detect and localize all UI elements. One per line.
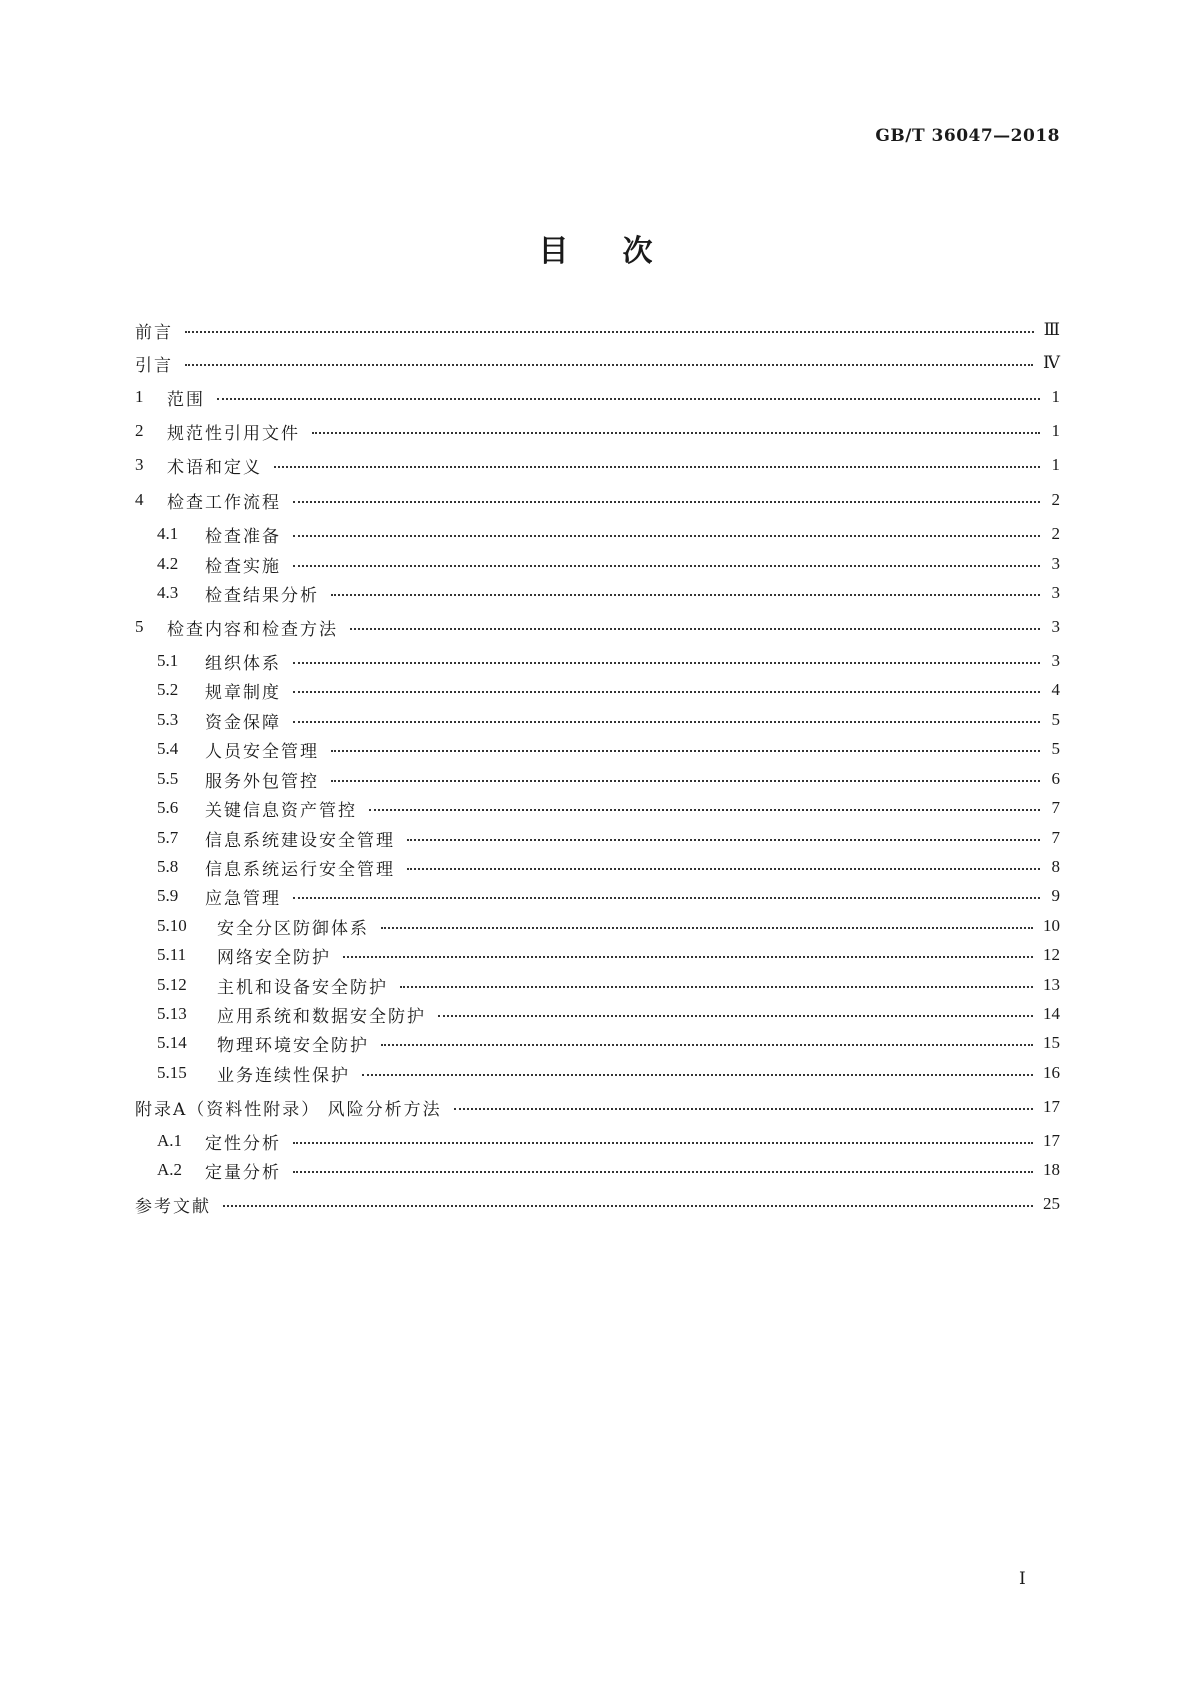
toc-number: 4.3 [157,583,179,602]
dot-leader [293,662,1040,664]
toc-label: 信息系统建设安全管理 [205,830,395,851]
toc-label: 人员安全管理 [205,741,319,762]
toc-page: 17 [1043,1131,1060,1150]
toc-page: Ⅲ [1043,320,1060,339]
toc-page: 3 [1051,583,1060,602]
toc-page: 10 [1043,916,1060,935]
toc-label: 组织体系 [205,653,281,674]
dot-leader [223,1205,1033,1207]
dot-leader [362,1074,1033,1076]
dot-leader [331,594,1040,596]
toc-number: 5.6 [157,798,179,817]
toc-entry-5-13[interactable] [157,1001,1060,1027]
dot-leader [293,1171,1033,1173]
dot-leader [293,1142,1033,1144]
dot-leader [293,565,1040,567]
toc-page: 17 [1043,1097,1060,1116]
toc-label: 检查准备 [205,526,281,547]
toc-entry-5-11[interactable] [157,942,1060,968]
toc-page: 5 [1051,739,1060,758]
dot-leader [381,1044,1033,1046]
dot-leader [293,897,1040,899]
standard-code: GB/T 36047—2018 [875,126,1060,146]
toc-number: 5.13 [157,1004,187,1023]
toc-entry-5-2[interactable] [157,677,1060,703]
toc-entry-5-10[interactable] [157,913,1060,939]
toc-page: 3 [1051,651,1060,670]
toc-label: 前言 [135,322,173,343]
dot-leader [369,809,1040,811]
toc-entry-5-4[interactable] [157,736,1060,762]
toc-number: 5.1 [157,651,179,670]
toc-page: 7 [1051,828,1060,847]
toc-entry-5-15[interactable] [157,1060,1060,1086]
dot-leader [454,1108,1033,1110]
toc-number: 5.7 [157,828,179,847]
toc-number: 5.8 [157,857,179,876]
toc-label: 定性分析 [205,1133,281,1154]
toc-entry-annex-a[interactable] [135,1094,1060,1120]
toc-entry-4-1[interactable] [157,521,1060,547]
toc-page: 2 [1051,490,1060,509]
toc-label: 关键信息资产管控 [205,800,357,821]
toc-number: 5.15 [157,1063,187,1082]
toc-label: 物理环境安全防护 [217,1035,369,1056]
toc-entry-introduction[interactable] [135,350,1060,376]
toc-label: 应用系统和数据安全防护 [217,1006,426,1027]
toc-page: 3 [1051,617,1060,636]
toc-entry-a-1[interactable] [157,1128,1060,1154]
dot-leader [438,1015,1033,1017]
toc-page: 7 [1051,798,1060,817]
dot-leader [293,501,1040,503]
toc-entry-5-12[interactable] [157,972,1060,998]
toc-label: 检查工作流程 [167,492,281,513]
toc-number: 5.3 [157,710,179,729]
dot-leader [293,535,1040,537]
toc-entry-4[interactable] [135,487,1060,513]
toc-page: 9 [1051,886,1060,905]
toc-number: 4.1 [157,524,179,543]
dot-leader [293,691,1040,693]
toc-label: 安全分区防御体系 [217,918,369,939]
toc-entry-a-2[interactable] [157,1157,1060,1183]
dot-leader [331,780,1040,782]
toc-label: 参考文献 [135,1196,211,1217]
toc-number: 1 [135,387,144,406]
toc-number: 3 [135,455,144,474]
toc-entry-5[interactable] [135,614,1060,640]
toc-label: 规章制度 [205,682,281,703]
toc-label: 服务外包管控 [205,771,319,792]
toc-number: 5.9 [157,886,179,905]
toc-label: 应急管理 [205,888,281,909]
toc-page: 2 [1051,524,1060,543]
toc-page: 5 [1051,710,1060,729]
toc-page: 6 [1051,769,1060,788]
toc-page: 12 [1043,945,1060,964]
toc-entry-5-6[interactable] [157,795,1060,821]
toc-number: 5.11 [157,945,187,964]
dot-leader [185,331,1034,333]
toc-label: 业务连续性保护 [217,1065,350,1086]
toc-entry-5-1[interactable] [157,648,1060,674]
toc-number: 5.4 [157,739,179,758]
toc-page: 3 [1051,554,1060,573]
toc-page: 25 [1043,1194,1060,1213]
toc-label: 引言 [135,355,173,376]
dot-leader [185,364,1033,366]
toc-label: 信息系统运行安全管理 [205,859,395,880]
toc-number: A.1 [157,1131,183,1150]
toc-label: 定量分析 [205,1162,281,1183]
dot-leader [217,398,1040,400]
dot-leader [381,927,1033,929]
toc-number: 5.5 [157,769,179,788]
toc-entry-1[interactable] [135,384,1060,410]
toc-page: 1 [1051,421,1060,440]
toc-entry-5-3[interactable] [157,707,1060,733]
toc-number: 5.14 [157,1033,187,1052]
toc-label: 检查结果分析 [205,585,319,606]
toc-entry-5-9[interactable] [157,883,1060,909]
toc-page: 8 [1051,857,1060,876]
dot-leader [343,956,1033,958]
toc-number: 4.2 [157,554,179,573]
dot-leader [400,986,1033,988]
toc-label: 术语和定义 [167,457,262,478]
toc-page: 18 [1043,1160,1060,1179]
dot-leader [331,750,1040,752]
toc-entry-5-14[interactable] [157,1030,1060,1056]
toc-page: 13 [1043,975,1060,994]
toc-number: 5 [135,617,144,636]
dot-leader [407,868,1040,870]
toc-entry-5-8[interactable] [157,854,1060,880]
toc-number: 5.2 [157,680,179,699]
toc-page: Ⅳ [1043,353,1060,372]
dot-leader [407,839,1040,841]
dot-leader [350,628,1040,630]
toc-number: 5.12 [157,975,187,994]
toc-entry-5-5[interactable] [157,766,1060,792]
toc-number: 2 [135,421,144,440]
toc-label: 主机和设备安全防护 [217,977,388,998]
toc-page: 14 [1043,1004,1060,1023]
toc-entry-4-3[interactable] [157,580,1060,606]
page-number: Ⅰ [1019,1569,1026,1588]
dot-leader [274,466,1040,468]
toc-label: 范围 [167,389,205,410]
toc-entry-foreword[interactable] [135,317,1060,343]
toc-label: 附录A（资料性附录） 风险分析方法 [135,1099,442,1120]
dot-leader [293,721,1040,723]
toc-label: 检查实施 [205,556,281,577]
toc-entry-2[interactable] [135,418,1060,444]
toc-page: 15 [1043,1033,1060,1052]
toc-page: 16 [1043,1063,1060,1082]
toc-number: 5.10 [157,916,187,935]
toc-page: 1 [1051,387,1060,406]
toc-number: A.2 [157,1160,183,1179]
toc-label: 网络安全防护 [217,947,331,968]
toc-entry-bibliography[interactable] [135,1191,1060,1217]
toc-label: 检查内容和检查方法 [167,619,338,640]
toc-number: 4 [135,490,144,509]
toc-label: 规范性引用文件 [167,423,300,444]
toc-entry-5-7[interactable] [157,825,1060,851]
toc-entry-4-2[interactable] [157,551,1060,577]
toc-entry-3[interactable] [135,452,1060,478]
toc-label: 资金保障 [205,712,281,733]
toc-page: 1 [1051,455,1060,474]
dot-leader [312,432,1040,434]
page-title: 目次 [538,234,707,269]
toc-page: 4 [1051,680,1060,699]
